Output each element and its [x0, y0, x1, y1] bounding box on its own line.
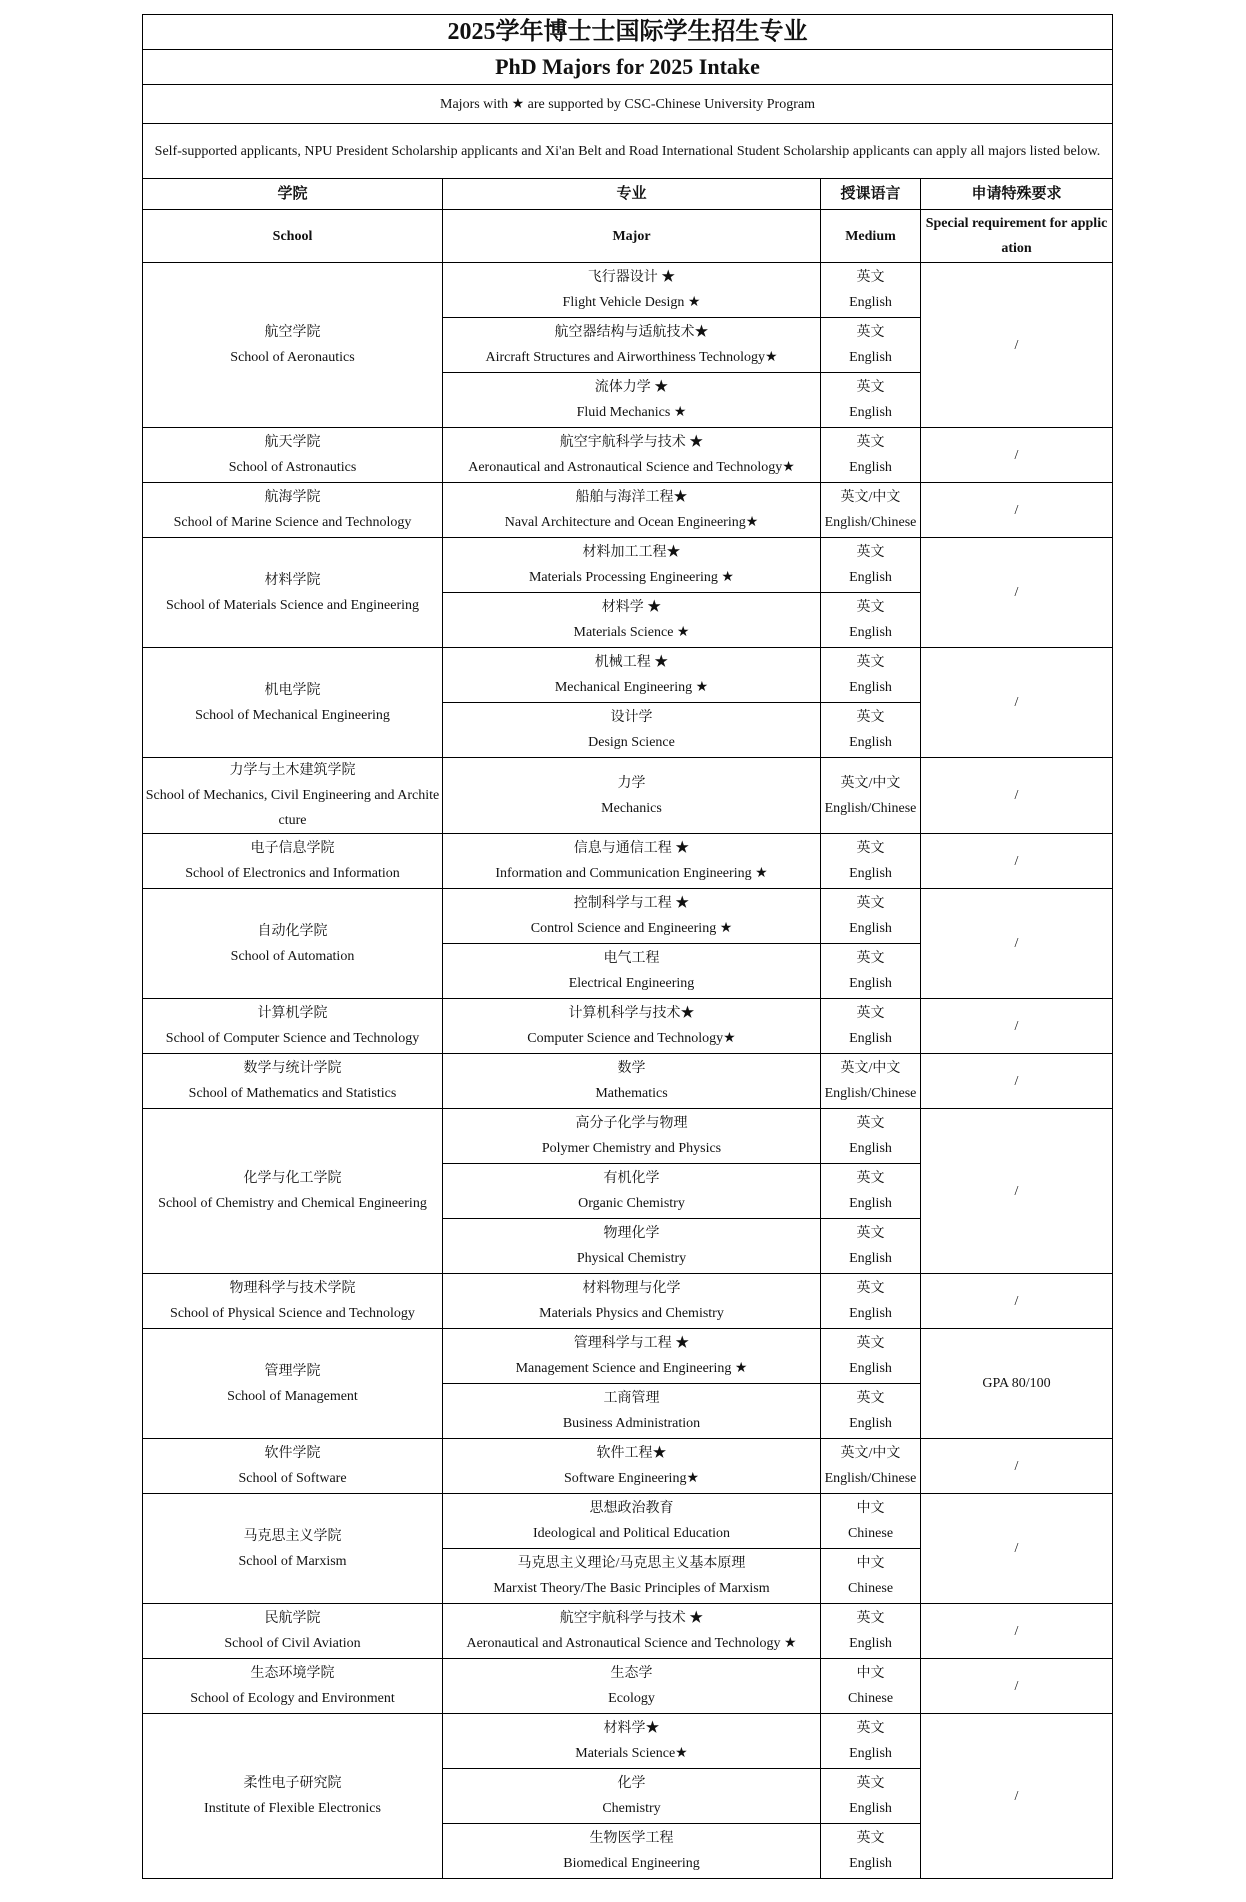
table-row — [143, 1329, 1113, 1384]
school-name-en: School of Civil Aviation — [224, 1636, 361, 1651]
major-cell — [443, 373, 821, 428]
major-name-cn: 生态学 — [610, 1666, 653, 1681]
school-name-en: School of Chemistry and Chemical Engineering — [158, 1196, 427, 1211]
table-row — [143, 263, 1113, 318]
major-cell — [443, 318, 821, 373]
major-name-cn: 管理科学与工程 ★ — [573, 1336, 690, 1351]
school-cell — [143, 648, 443, 758]
school-name-cn: 材料学院 — [264, 572, 321, 588]
major-name-cn: 思想政治教育 — [589, 1501, 674, 1516]
medium-en: English — [849, 976, 892, 991]
medium-cell — [821, 1494, 921, 1549]
medium-en: English — [849, 1196, 892, 1211]
table-row — [143, 1439, 1113, 1494]
school-cell — [143, 1659, 443, 1714]
school-name-en: School of Physical Science and Technology — [170, 1306, 415, 1321]
school-name-en: School of Ecology and Environment — [190, 1691, 395, 1706]
medium-en: Chinese — [847, 1581, 894, 1596]
major-cell — [443, 593, 821, 648]
requirement-cell: / — [921, 1604, 1113, 1659]
major-name-cn: 航空宇航科学与技术 ★ — [559, 435, 704, 450]
medium-cn: 英文 — [856, 1281, 885, 1296]
major-name-cn: 材料物理与化学 — [582, 1281, 681, 1296]
major-name-cn: 化学 — [617, 1776, 646, 1791]
school-name-en: Institute of Flexible Electronics — [204, 1801, 381, 1816]
major-cell — [443, 1494, 821, 1549]
medium-cell — [821, 758, 921, 834]
school-name-cn: 航海学院 — [264, 490, 321, 505]
school-cell — [143, 483, 443, 538]
major-cell — [443, 834, 821, 889]
major-cell — [443, 1824, 821, 1879]
major-name-en: Aircraft Structures and Airworthiness Technology★ — [485, 350, 778, 365]
major-cell — [443, 1274, 821, 1329]
requirement-cell: / — [921, 538, 1113, 648]
medium-en: English — [849, 1251, 892, 1266]
medium-en: English/Chinese — [824, 515, 917, 530]
medium-en: English — [849, 625, 892, 640]
medium-en: English — [849, 735, 892, 750]
table-row — [143, 1054, 1113, 1109]
school-cell — [143, 1604, 443, 1659]
major-name-cn: 材料加工工程★ — [582, 545, 681, 560]
medium-cn: 英文 — [856, 896, 885, 911]
major-name-en: Control Science and Engineering ★ — [530, 921, 733, 936]
requirement-cell: / — [921, 758, 1113, 834]
school-name-cn: 航空学院 — [264, 325, 321, 340]
header-major-cn: 专业 — [443, 179, 821, 210]
school-cell — [143, 1329, 443, 1439]
medium-cn: 英文 — [856, 1721, 885, 1736]
major-cell — [443, 538, 821, 593]
major-name-cn: 软件工程★ — [596, 1446, 667, 1461]
major-name-cn: 机械工程 ★ — [594, 655, 669, 670]
major-cell — [443, 1054, 821, 1109]
school-name-cn: 马克思主义学院 — [243, 1528, 342, 1544]
medium-cn: 英文/中文 — [840, 490, 901, 505]
requirement-cell: / — [921, 1659, 1113, 1714]
header-medium-en: Medium — [821, 210, 921, 263]
medium-cn: 英文/中文 — [840, 1446, 901, 1461]
major-cell — [443, 483, 821, 538]
major-name-cn: 高分子化学与物理 — [575, 1116, 688, 1131]
medium-en: English/Chinese — [824, 1471, 917, 1486]
major-name-en: Physical Chemistry — [576, 1251, 687, 1266]
major-cell — [443, 1439, 821, 1494]
major-cell — [443, 1549, 821, 1604]
self-supported-note: Self-supported applicants, NPU President Scholarship applicants and Xi'an Belt and Road International Student Scholarship applicants can apply all majors listed below. — [143, 124, 1113, 179]
school-name-en: School of Marxism — [238, 1553, 347, 1569]
major-name-en: Computer Science and Technology★ — [527, 1031, 736, 1046]
major-cell — [443, 1109, 821, 1164]
medium-en: English — [849, 921, 892, 936]
major-name-cn: 航空器结构与适航技术★ — [554, 325, 709, 340]
majors-table — [142, 14, 1113, 1879]
header-major-en: Major — [443, 210, 821, 263]
requirement-cell: / — [921, 1109, 1113, 1274]
major-name-en: Flight Vehicle Design ★ — [562, 295, 701, 310]
major-cell — [443, 1219, 821, 1274]
medium-cell — [821, 703, 921, 758]
major-name-cn: 马克思主义理论/马克思主义基本原理 — [517, 1556, 746, 1571]
medium-cn: 英文 — [856, 1611, 885, 1626]
major-name-cn: 生物医学工程 — [589, 1831, 674, 1846]
medium-cn: 英文 — [856, 951, 885, 966]
table-row — [143, 1604, 1113, 1659]
major-name-en: Aeronautical and Astronautical Science and Technology★ — [468, 460, 795, 475]
school-name-cn: 机电学院 — [264, 682, 321, 698]
major-name-cn: 流体力学 ★ — [594, 380, 669, 395]
medium-cn: 中文 — [856, 1556, 885, 1571]
major-name-en: Materials Science ★ — [573, 625, 690, 640]
table-row — [143, 1274, 1113, 1329]
major-name-cn: 有机化学 — [603, 1171, 660, 1186]
medium-en: English — [849, 1361, 892, 1376]
medium-cn: 中文 — [856, 1666, 885, 1681]
major-cell — [443, 944, 821, 999]
medium-cn: 英文 — [856, 380, 885, 395]
medium-cell — [821, 1329, 921, 1384]
table-row — [143, 758, 1113, 834]
majors-table-body — [143, 263, 1113, 1879]
major-name-cn: 物理化学 — [603, 1226, 660, 1241]
medium-en: English — [849, 460, 892, 475]
major-name-en: Mechanics — [601, 800, 662, 816]
medium-cell — [821, 1714, 921, 1769]
major-name-en: Marxist Theory/The Basic Principles of Marxism — [493, 1581, 770, 1596]
major-cell — [443, 1164, 821, 1219]
major-name-en: Design Science — [588, 735, 675, 750]
medium-en: Chinese — [847, 1526, 894, 1541]
page-subtitle: PhD Majors for 2025 Intake — [143, 50, 1113, 85]
medium-en: English — [849, 1031, 892, 1046]
medium-cn: 英文 — [856, 1226, 885, 1241]
medium-en: English — [849, 680, 892, 695]
header-requirement-en: Special requirement for application — [921, 210, 1113, 263]
major-name-cn: 材料学 ★ — [601, 600, 662, 615]
medium-cell — [821, 318, 921, 373]
medium-cn: 英文 — [856, 1776, 885, 1791]
school-name-en: School of Marine Science and Technology — [173, 515, 412, 530]
medium-cn: 英文 — [856, 841, 885, 856]
medium-en: English — [849, 405, 892, 420]
school-name-cn: 自动化学院 — [257, 923, 328, 939]
medium-cn: 中文 — [856, 1501, 885, 1516]
medium-cell — [821, 1384, 921, 1439]
school-cell — [143, 1109, 443, 1274]
school-name-cn: 柔性电子研究院 — [243, 1776, 342, 1791]
medium-cell — [821, 1769, 921, 1824]
medium-cell — [821, 1219, 921, 1274]
medium-cn: 英文/中文 — [840, 775, 901, 791]
medium-en: English — [849, 350, 892, 365]
school-cell — [143, 1714, 443, 1879]
table-row — [143, 648, 1113, 703]
medium-cn: 英文 — [856, 270, 885, 285]
medium-cell — [821, 1604, 921, 1659]
major-name-en: Naval Architecture and Ocean Engineering★ — [504, 515, 759, 530]
medium-cell — [821, 1164, 921, 1219]
major-name-cn: 力学 — [617, 775, 646, 791]
page-title: 2025学年博士士国际学生招生专业 — [143, 15, 1113, 50]
major-name-en: Software Engineering★ — [563, 1471, 699, 1486]
medium-cell — [821, 1054, 921, 1109]
school-name-en: School of Automation — [230, 948, 355, 964]
medium-cn: 英文 — [856, 1116, 885, 1131]
table-row — [143, 999, 1113, 1054]
school-name-cn: 电子信息学院 — [250, 841, 335, 856]
medium-cn: 英文 — [856, 710, 885, 725]
medium-cell — [821, 263, 921, 318]
medium-cn: 英文 — [856, 1171, 885, 1186]
medium-en: English — [849, 570, 892, 585]
major-name-en: Fluid Mechanics ★ — [576, 405, 687, 420]
major-name-en: Chemistry — [602, 1801, 661, 1816]
major-name-cn: 飞行器设计 ★ — [587, 270, 676, 285]
medium-en: English — [849, 866, 892, 881]
table-row — [143, 1109, 1113, 1164]
header-school-cn: 学院 — [143, 179, 443, 210]
requirement-cell: / — [921, 1274, 1113, 1329]
school-cell — [143, 999, 443, 1054]
major-cell — [443, 1384, 821, 1439]
school-cell — [143, 428, 443, 483]
major-name-cn: 电气工程 — [603, 951, 660, 966]
major-name-en: Materials Science★ — [575, 1746, 688, 1761]
medium-cell — [821, 483, 921, 538]
medium-cell — [821, 834, 921, 889]
major-name-en: Aeronautical and Astronautical Science and Technology ★ — [466, 1636, 797, 1651]
medium-en: English — [849, 1636, 892, 1651]
medium-en: English — [849, 1801, 892, 1816]
school-name-cn: 数学与统计学院 — [243, 1061, 342, 1076]
major-cell — [443, 758, 821, 834]
requirement-cell: / — [921, 428, 1113, 483]
major-cell — [443, 889, 821, 944]
header-requirement-cn: 申请特殊要求 — [921, 179, 1113, 210]
medium-cell — [821, 428, 921, 483]
major-name-en: Biomedical Engineering — [563, 1856, 700, 1871]
major-name-en: Information and Communication Engineering ★ — [495, 866, 768, 881]
school-name-cn: 民航学院 — [264, 1611, 321, 1626]
majors-document — [142, 14, 1112, 1879]
table-row — [143, 1659, 1113, 1714]
medium-cn: 英文 — [856, 325, 885, 340]
medium-cn: 英文 — [856, 435, 885, 450]
requirement-cell: / — [921, 889, 1113, 999]
major-name-cn: 数学 — [617, 1061, 646, 1076]
requirement-cell: / — [921, 1494, 1113, 1604]
major-name-cn: 控制科学与工程 ★ — [573, 896, 690, 911]
medium-cell — [821, 1439, 921, 1494]
major-cell — [443, 1329, 821, 1384]
header-medium-cn: 授课语言 — [821, 179, 921, 210]
requirement-cell: / — [921, 483, 1113, 538]
medium-cell — [821, 944, 921, 999]
school-name-cn: 计算机学院 — [257, 1006, 328, 1021]
school-name-cn: 力学与土木建筑学院 — [229, 763, 356, 778]
medium-cn: 英文/中文 — [840, 1061, 901, 1076]
school-name-en: School of Mathematics and Statistics — [188, 1086, 397, 1101]
medium-cell — [821, 648, 921, 703]
medium-en: English — [849, 1856, 892, 1871]
school-cell — [143, 758, 443, 834]
medium-cell — [821, 593, 921, 648]
table-row — [143, 428, 1113, 483]
medium-cn: 英文 — [856, 545, 885, 560]
medium-en: English — [849, 1141, 892, 1156]
major-cell — [443, 428, 821, 483]
major-cell — [443, 648, 821, 703]
medium-en: English/Chinese — [824, 800, 917, 816]
medium-cell — [821, 999, 921, 1054]
major-name-cn: 船舶与海洋工程★ — [575, 490, 688, 505]
school-name-cn: 生态环境学院 — [250, 1666, 335, 1681]
major-name-cn: 计算机科学与技术★ — [568, 1006, 695, 1021]
table-row — [143, 538, 1113, 593]
school-cell — [143, 1054, 443, 1109]
table-row — [143, 483, 1113, 538]
major-name-en: Ideological and Political Education — [532, 1526, 731, 1541]
table-row — [143, 889, 1113, 944]
school-cell — [143, 1494, 443, 1604]
major-name-en: Polymer Chemistry and Physics — [541, 1141, 722, 1156]
table-row — [143, 834, 1113, 889]
major-name-en: Business Administration — [562, 1416, 701, 1431]
major-name-en: Materials Processing Engineering ★ — [528, 570, 734, 585]
major-name-en: Materials Physics and Chemistry — [539, 1306, 724, 1321]
major-cell — [443, 1769, 821, 1824]
school-name-en: School of Materials Science and Engineering — [165, 597, 420, 613]
school-name-cn: 管理学院 — [264, 1363, 321, 1379]
major-cell — [443, 1659, 821, 1714]
major-cell — [443, 263, 821, 318]
major-name-cn: 信息与通信工程 ★ — [573, 841, 690, 856]
requirement-cell: / — [921, 263, 1113, 428]
major-name-en: Ecology — [608, 1691, 655, 1706]
school-cell — [143, 834, 443, 889]
school-name-en: School of Computer Science and Technology — [165, 1031, 420, 1046]
school-name-en: School of Mechanics, Civil Engineering and Architecture — [145, 788, 440, 828]
medium-cell — [821, 538, 921, 593]
medium-cell — [821, 373, 921, 428]
medium-cell — [821, 1109, 921, 1164]
medium-cn: 英文 — [856, 1006, 885, 1021]
school-cell — [143, 263, 443, 428]
major-cell — [443, 999, 821, 1054]
medium-en: English — [849, 1746, 892, 1761]
medium-cn: 英文 — [856, 1336, 885, 1351]
school-name-cn: 航天学院 — [264, 435, 321, 450]
school-name-en: School of Aeronautics — [230, 350, 355, 365]
school-name-cn: 化学与化工学院 — [243, 1171, 342, 1186]
major-name-cn: 设计学 — [610, 710, 653, 725]
medium-cn: 英文 — [856, 1831, 885, 1846]
requirement-cell: / — [921, 1439, 1113, 1494]
school-cell — [143, 889, 443, 999]
medium-en: English — [849, 1306, 892, 1321]
medium-cn: 英文 — [856, 600, 885, 615]
major-name-en: Organic Chemistry — [578, 1196, 685, 1211]
school-cell — [143, 1439, 443, 1494]
requirement-cell: / — [921, 834, 1113, 889]
major-name-cn: 工商管理 — [603, 1391, 660, 1406]
major-cell — [443, 703, 821, 758]
school-name-en: School of Astronautics — [228, 460, 357, 475]
school-name-cn: 物理科学与技术学院 — [229, 1281, 356, 1296]
medium-cell — [821, 889, 921, 944]
school-name-en: School of Mechanical Engineering — [195, 707, 390, 723]
medium-en: English — [849, 295, 892, 310]
medium-cell — [821, 1659, 921, 1714]
school-name-en: School of Management — [227, 1388, 358, 1404]
major-name-en: Management Science and Engineering ★ — [515, 1361, 748, 1376]
major-name-en: Electrical Engineering — [568, 976, 695, 991]
major-name-en: Mathematics — [595, 1086, 668, 1101]
school-name-en: School of Electronics and Information — [185, 866, 400, 881]
major-name-cn: 航空宇航科学与技术 ★ — [559, 1611, 704, 1626]
requirement-cell: GPA 80/100 — [921, 1329, 1113, 1439]
school-cell — [143, 538, 443, 648]
medium-cn: 英文 — [856, 1391, 885, 1406]
medium-en: Chinese — [847, 1691, 894, 1706]
school-name-cn: 软件学院 — [264, 1446, 321, 1461]
requirement-cell: / — [921, 648, 1113, 758]
requirement-cell: / — [921, 1054, 1113, 1109]
table-row — [143, 1714, 1113, 1769]
school-name-en: School of Software — [238, 1471, 347, 1486]
table-row — [143, 1494, 1113, 1549]
medium-en: English/Chinese — [824, 1086, 917, 1101]
medium-cell — [821, 1274, 921, 1329]
medium-en: English — [849, 1416, 892, 1431]
major-cell — [443, 1714, 821, 1769]
school-cell — [143, 1274, 443, 1329]
medium-cn: 英文 — [856, 655, 885, 670]
requirement-cell: / — [921, 1714, 1113, 1879]
major-name-en: Mechanical Engineering ★ — [554, 680, 709, 695]
major-cell — [443, 1604, 821, 1659]
requirement-cell: / — [921, 999, 1113, 1054]
csc-note: Majors with ★ are supported by CSC-Chinese University Program — [143, 85, 1113, 124]
major-name-cn: 材料学★ — [603, 1721, 660, 1736]
header-school-en: School — [143, 210, 443, 263]
medium-cell — [821, 1549, 921, 1604]
medium-cell — [821, 1824, 921, 1879]
